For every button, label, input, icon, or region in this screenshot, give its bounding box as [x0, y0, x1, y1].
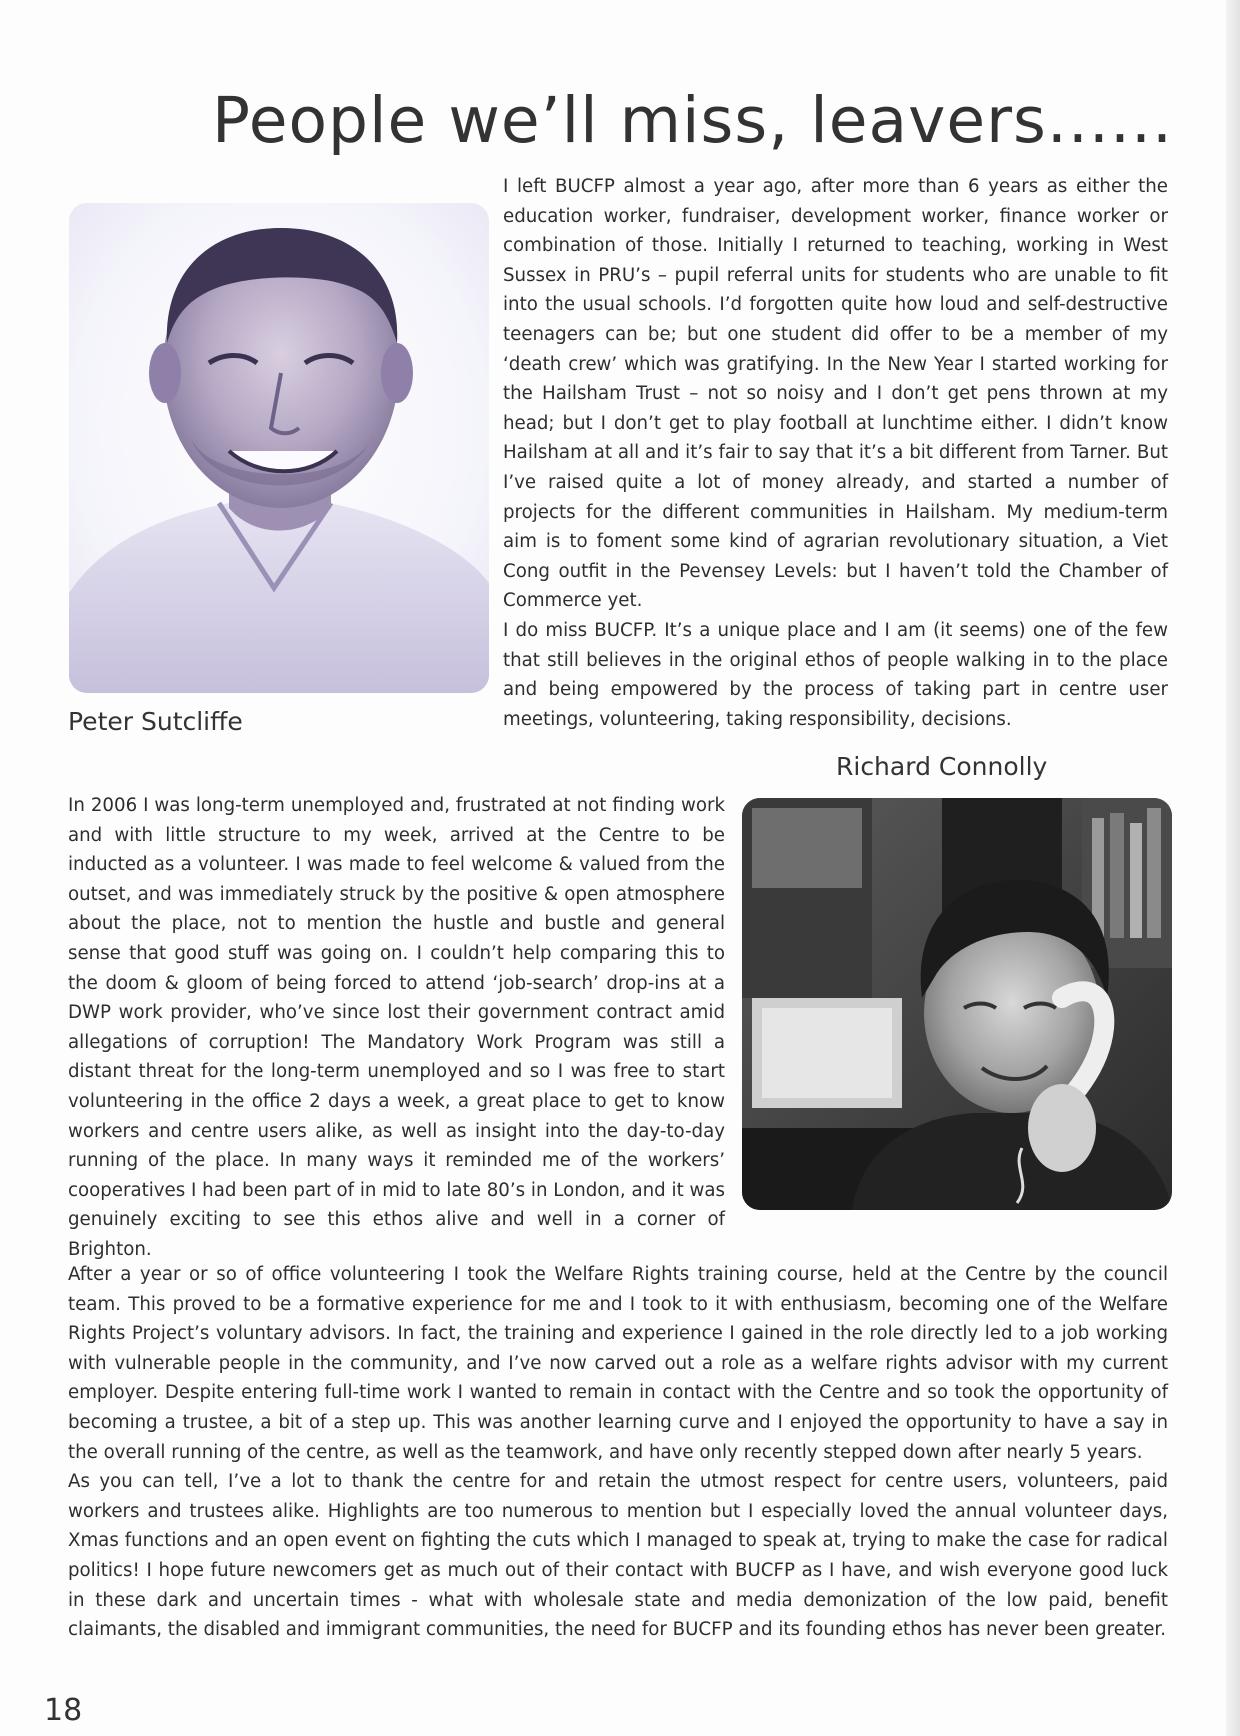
peter-sutcliffe-photo: [69, 203, 489, 693]
peter-sutcliffe-article: [503, 172, 1168, 734]
richard-connolly-photo: [742, 798, 1172, 1210]
peter-sutcliffe-caption: Peter Sutcliffe: [68, 707, 243, 736]
article-paragraph: As you can tell, I’ve a lot to thank the centre for and retain the utmost respect for centre users, volunteers, paid workers and trustees alike. Highlights are too numerous to mention but I especially loved the annual volunteer days, Xmas functions and an open event on fighting the cuts which I managed to speak at, trying to make the case for radical politics! I hope future newcomers get as much out of their contact with BUCFP as I have, and wish everyone good luck in these dark and uncertain times - what with wholesale state and media demonization of the low paid, benefit claimants, the disabled and immigrant communities, the need for BUCFP and its founding ethos has never been greater.: [68, 1471, 1168, 1641]
page-number: 18: [44, 1693, 83, 1728]
page-title: People we’ll miss, leavers......: [212, 84, 1174, 157]
page-spine-shadow: [1226, 0, 1240, 1736]
richard-connolly-caption: Richard Connolly: [836, 752, 1048, 781]
article-paragraph: I do miss BUCFP. It’s a unique place and I am (it seems) one of the few that still believes in the original ethos of people walking in to the place and being empowered by the process of taking part in centre user meetings, volunteering, taking responsibility, decisions.: [503, 619, 1168, 730]
office-photo-illustration: [742, 798, 1172, 1210]
article-paragraph: I left BUCFP almost a year ago, after more than 6 years as either the education worker, fundraiser, development worker, finance worker or combination of those. Initially I returned to teaching, working in West Sussex in PRU’s – pupil referral units for students who are unable to fit into the usual schools. I’d forgotten quite how loud and self-destructive teenagers can be; but one student did offer to be a member of my ‘death crew’ which was gratifying. In the New Year I started working for the Hailsham Trust – not so noisy and I don’t get pens thrown at my head; but I don’t get to play football at lunchtime either. I didn’t know Hailsham at all and it’s fair to say that it’s a bit different from Tarner. But I’ve raised quite a lot of money already, and started a number of projects for the different communities in Hailsham. My medium-term aim is to foment some kind of agrarian revolutionary situation, a Viet Cong outfit in the Pevensey Levels: but I haven’t told the Chamber of Commerce yet.: [503, 176, 1168, 612]
article-paragraph: In 2006 I was long-term unemployed and, frustrated at not finding work and with little structure to my week, arrived at the Centre to be inducted as a volunteer. I was made to feel welcome & valued from the outset, and was immediately struck by the positive & open atmosphere about the place, not to mention the hustle and bustle and general sense that good stuff was going on. I couldn’t help comparing this to the doom & gloom of being forced to attend ‘job-search’ drop-ins at a DWP work provider, who’ve since lost their government contract amid allegations of corruption! The Mandatory Work Program was still a distant threat for the long-term unemployed and so I was free to start volunteering in the office 2 days a week, a great place to get to know workers and centre users alike, as well as insight into the day-to-day running of the place. In many ways it reminded me of the workers’ cooperatives I had been part of in mid to late 80’s in London, and it was genuinely exciting to see this ethos alive and well in a corner of Brighton.: [68, 795, 725, 1260]
article-paragraph: After a year or so of office volunteering I took the Welfare Rights training course, held at the Centre by the council team. This proved to be a formative experience for me and I took to it with enthusiasm, becoming one of the Welfare Rights Project’s voluntary advisors. In fact, the training and experience I gained in the role directly led to a job working with vulnerable people in the community, and I’ve now carved out a role as a welfare rights advisor with my current employer. Despite entering full-time work I wanted to remain in contact with the Centre and so took the opportunity of becoming a trustee, a bit of a step up. This was another learning curve and I enjoyed the opportunity to have a say in the overall running of the centre, as well as the teamwork, and have only recently stepped down after nearly 5 years.: [68, 1264, 1168, 1463]
portrait-illustration: [69, 203, 489, 693]
richard-connolly-intro: [68, 791, 725, 1265]
richard-connolly-article: [68, 1260, 1168, 1645]
